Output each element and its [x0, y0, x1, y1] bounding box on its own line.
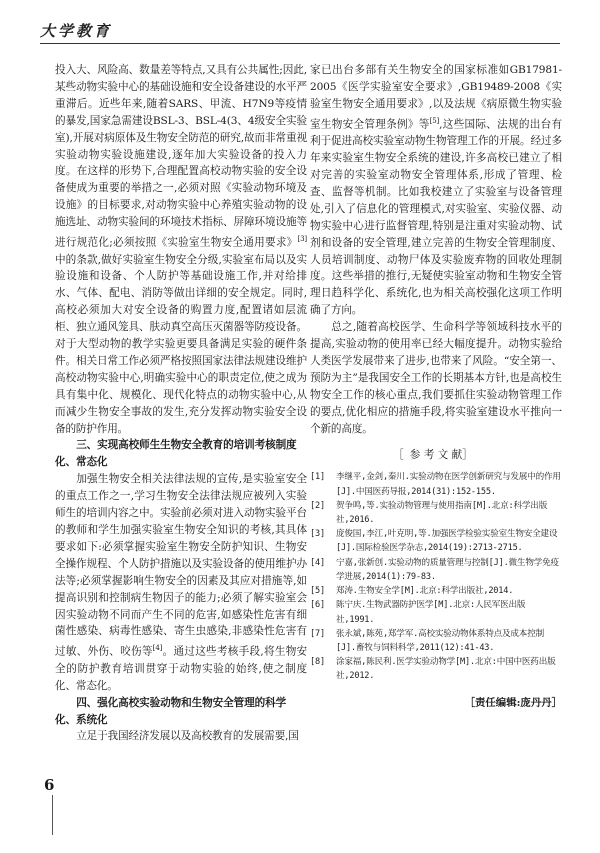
left-paragraph-1-rest: 中的条款,做好实验室生物安全分级,实验室布局以及实验设施和设备、个人防护等基础设施工作,并对给排水、气体、配电、消防等做出详细的安全规定。同时,高校必须加大对安全设备的购置力度,配置诸如层流柜、独立通风笼具、肤动真空高压灭菌器等防疫设备。对于大型动物的教学实验更要具备满足实验的硬件条件。相关日常工作必须严格按照国家法律法规建设维护高校动物实验中心,明确实验中心的职责定位,使之成为具有集中化、规模化、现代化特点的动物实验中心,从而减少生物安全事故的发生,充分发挥动物实验安全设备的防护作用。 [55, 253, 307, 435]
left-paragraph-1-text: 投入大、风险高、数量差等特点,又具有公共属性;因此,某些动物实验中心的基础设施和安全设备建设的水平严重滞后。近些年来,随着SARS、甲流、H7N9等疫情的暴发,国家急需建设BSL-3、BSL-4(3、4级安全实验室),开展对病原体及生物安全防范的研究,故而非常重视实验动物实验设施建设,逐年加大实验设备的投入力度。在这样的形势下,合理配置高校动物实验的安全设备使成为重要的举措之一,必须对照《实验动物环境及设施》的目标要求,对动物实验中心养殖实验动物的设施选址、动物实验间的环境技术指标、屏障环境设施等进行规范化;必须按照《实验室生物安全通用要求》 [55, 64, 307, 249]
reference-text: 陈宁庆.生物武器防护医学[M].北京:人民军医出版社,1991. [336, 600, 526, 625]
reference-number: [5] [310, 586, 325, 597]
reference-number: [2] [310, 500, 325, 511]
reference-item [310, 598, 562, 626]
reference-text: 贺争鸣,等.实验动物管理与使用指南[M].北京:科学出版社,2016. [336, 500, 548, 526]
reference-number: [7] [310, 628, 325, 639]
reference-item [310, 470, 562, 498]
left-paragraph-1 [55, 62, 307, 437]
citation-3: [3] [297, 235, 307, 244]
left-paragraph-2-rest: 。通过这些考核手段,将生物安全的防护教育培训贯穿于动物实验的始终,使之制度化、常态化。 [55, 645, 307, 692]
reference-number: [6] [310, 600, 325, 611]
reference-text: 涂家福,陈民利.医学实验动物学[M].北京:中国中医药出版社,2012. [336, 657, 556, 682]
reference-text: 李继平,金剑,秦川.实验动物在医学创新研究与发展中的作用[J].中国医药导报,2014(31):152-155. [336, 472, 561, 497]
reference-number: [4] [310, 557, 325, 568]
reference-item [310, 655, 562, 683]
left-paragraph-2-text: 加强生物安全相关法律法规的宣传,是实验室安全的重点工作之一,学习生物安全法律法规应被列入实验师生的培训内容之中。实验前必须对进入动物实验平台的教师和学生加强实验室生物安全知识的考核,其具体要求如下:必须掌握实验室生物安全防护知识、生物安全操作规程、个人防护措施以及实验设备的使用维护办法等;必须掌握影响生物安全的因素及其应对措施等,如提高识别和控制病生物因子的能力;必须了解实验室会因实验动物不同而产生不同的危害,如感染性危害有细菌性感染、病毒性感染、寄生虫感染,非感染性危害有过敏、外伤、咬伤等 [55, 473, 307, 658]
section-heading-4: 四、强化高校实验动物和生物安全管理的科学化、系统化 [55, 696, 287, 726]
journal-title: 大学教育 [40, 22, 113, 40]
left-column [55, 62, 307, 745]
reference-text: 郑涛.生物安全学[M].北京:科学出版社,2014. [336, 586, 514, 597]
reference-item [310, 556, 562, 584]
right-paragraph-1-rest: ,这些国际、法规的出台有利于促进高校实验室动物生物管理工作的开展。经过多年来实验室生物安全系统的建设,许多高校已建立了相对完善的实验室动物安全管理体系,形成了管理、检查、监督等机制。比如我校建立了实验室与设备管理处,引入了信息化的管理模式,对实验室、实验仪器、动物实验中心进行监督管理,特别是注重对实验动物、试剂和设备的安全管理,建立完善的生物安全管理制度、人员培训制度、动物尸体及实验废弃物的回收处理制度。这些举措的推行,无疑使实验室动物和生物安全管理日趋科学化、系统化,也为相关高校强化这项工作明确了方向。 [310, 118, 562, 317]
page-number: 6 [44, 776, 55, 794]
section-heading-3: 三、实现高校师生生物安全教育的培训考核制度化、常态化 [55, 439, 297, 469]
right-column [310, 62, 562, 709]
reference-item [310, 627, 562, 655]
citation-5: [5] [429, 116, 440, 125]
left-paragraph-3: 立足于我国经济发展以及高校教育的发展需要,国 [76, 730, 299, 743]
reference-number: [1] [310, 472, 325, 483]
reference-text: 张永斌,陈苑,郑学军.高校实验动物体系特点及成本控制[J].畜牧与饲料科学,2011(12):41-43. [336, 628, 544, 653]
header-rule [40, 43, 560, 44]
reference-text: 宁嘉,张新创.实验动物的质量管理与控制[J].微生物学免疫学进展,2014(1):79-83. [336, 557, 559, 582]
reference-number: [3] [310, 529, 325, 540]
right-paragraph-1 [310, 62, 562, 319]
reference-text: 庞俊国,李江,叶克明,等.加强医学检验实验室生物安全建设[J].国际检验医学杂志,2014(19):2713-2715. [336, 529, 558, 554]
reference-number: [8] [310, 657, 325, 668]
reference-item [310, 584, 562, 598]
reference-item [310, 527, 562, 555]
footer-rule [52, 795, 53, 835]
citation-4: [4] [152, 644, 163, 653]
left-paragraph-2 [55, 471, 307, 694]
references-title: ［参 考 文 献］ [393, 449, 479, 462]
references-list [310, 470, 562, 683]
responsible-editor: ［责任编辑:庞丹丹］ [464, 696, 562, 709]
right-paragraph-1-text: 家已出台多部有关生物安全的国家标准如GB17981-2005《医学实验室安全要求》,GB19489-2008《实验室生物安全通用要求》,以及法规《病原微生物实验室生物安全管理条例》等 [310, 64, 562, 131]
reference-item [310, 499, 562, 527]
references-title-text: 参 考 文 献 [409, 449, 463, 462]
right-paragraph-2: 总之,随着高校医学、生命科学等领域科技水平的提高,实验动物的使用率已经大幅度提升。动物实验给人类医学发展带来了进步,也带来了风险。“安全第一、预防为主”是我国安全工作的长期基本方针,也是高校生物安全工作的核心重点,我们要抓住实验动物管理工作的要点,优化相应的措施手段,将实验室建设水平推向一个新的高度。 [310, 321, 562, 435]
